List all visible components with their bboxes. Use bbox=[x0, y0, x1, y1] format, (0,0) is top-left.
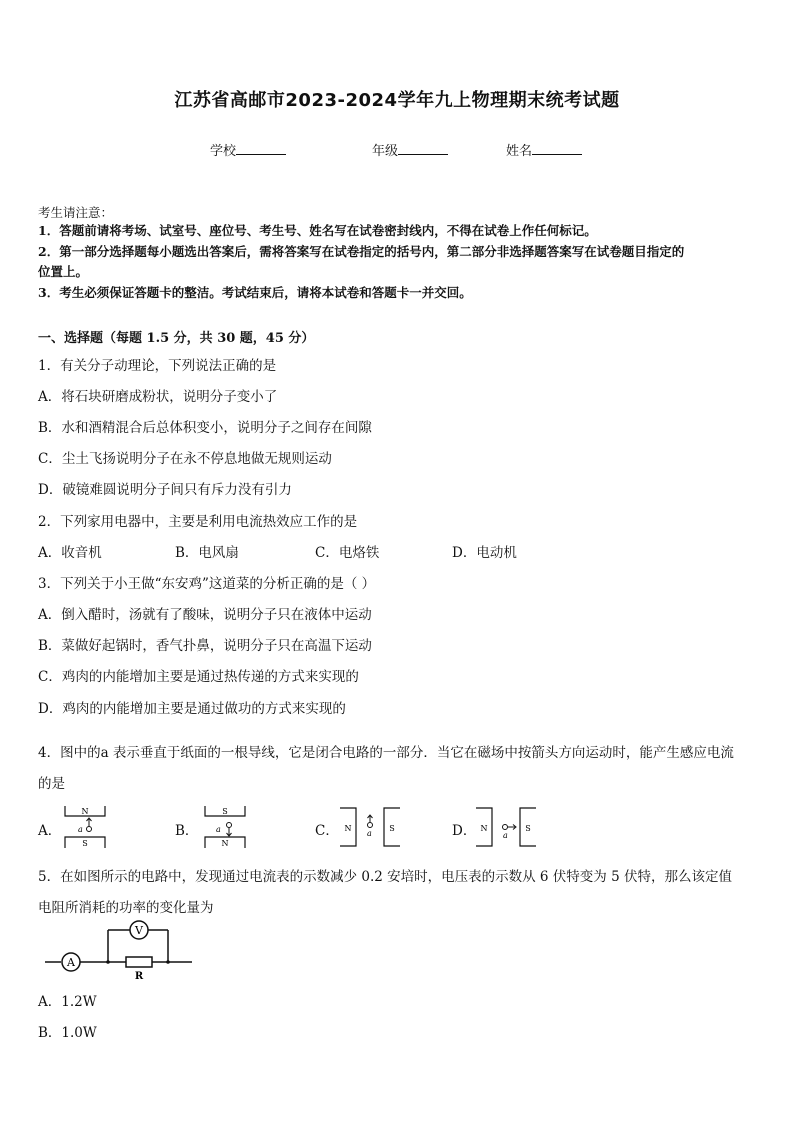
q2-stem: 2．下列家用电器中，主要是利用电流热效应工作的是 bbox=[38, 514, 358, 530]
q1-option-b: B．水和酒精混合后总体积变小，说明分子之间存在间隙 bbox=[38, 420, 372, 436]
q5-stem: 5．在如图所示的电路中，发现通过电流表的示数减少 0.2 安培时，电压表的示数从 6 伏特变为 5 伏特，那么该定值 bbox=[38, 869, 732, 885]
magnet-north-label: N bbox=[344, 824, 352, 833]
magnet-south-label: S bbox=[222, 807, 228, 816]
school-blank bbox=[236, 142, 286, 155]
notice-item-2-cont: 位置上。 bbox=[38, 264, 89, 279]
q2-option-a: A．收音机 bbox=[38, 545, 102, 561]
resistor-symbol bbox=[126, 957, 152, 967]
grade-field bbox=[372, 140, 448, 159]
magnet-south-label: S bbox=[389, 824, 395, 833]
wire-label: a bbox=[367, 829, 372, 838]
notice-item-2: 2．第一部分选择题每小题选出答案后，需将答案写在试卷指定的括号内，第二部分非选择题答案写在试卷题目指定的 bbox=[38, 244, 685, 259]
wire-label: a bbox=[216, 825, 221, 834]
notice-item-3: 3．考生必须保证答题卡的整洁。考试结束后，请将本试卷和答题卡一并交回。 bbox=[38, 285, 472, 300]
q1-option-a: A．将石块研磨成粉状，说明分子变小了 bbox=[38, 389, 278, 405]
resistor-label: R bbox=[134, 971, 144, 980]
q4-diagram-d bbox=[474, 804, 540, 850]
grade-blank bbox=[398, 142, 448, 155]
q4-option-b: B． bbox=[175, 823, 199, 839]
q4-option-d: D． bbox=[452, 823, 477, 839]
q5-circuit-diagram bbox=[42, 918, 198, 980]
page-title: 江苏省高邮市2023-2024学年九上物理期末统考试题 bbox=[174, 90, 620, 111]
wire-label: a bbox=[78, 825, 83, 834]
name-field bbox=[506, 140, 582, 159]
name-label: 姓名 bbox=[506, 144, 533, 159]
q3-option-a: A．倒入醋时，汤就有了酸味，说明分子只在液体中运动 bbox=[38, 607, 372, 623]
grade-label: 年级 bbox=[372, 144, 399, 159]
q1-option-c: C．尘土飞扬说明分子在永不停息地做无规则运动 bbox=[38, 451, 332, 467]
q4-option-c: C． bbox=[315, 823, 339, 839]
q4-diagram-a bbox=[62, 804, 108, 850]
q4-diagram-c bbox=[338, 804, 404, 850]
wire-label: a bbox=[503, 831, 508, 840]
ammeter-label: A bbox=[67, 956, 75, 969]
q5-option-a: A．1.2W bbox=[38, 994, 97, 1010]
q3-stem: 3．下列关于小王做“东安鸡”这道菜的分析正确的是（ ） bbox=[38, 576, 376, 592]
q4-diagram-b bbox=[202, 804, 248, 850]
magnet-north-label: N bbox=[221, 839, 229, 848]
q3-option-d: D．鸡肉的内能增加主要是通过做功的方式来实现的 bbox=[38, 701, 346, 717]
school-label: 学校 bbox=[210, 144, 237, 159]
school-field bbox=[210, 140, 286, 159]
section-heading: 一、选择题（每题 1.5 分，共 30 题，45 分） bbox=[38, 331, 315, 346]
magnet-south-label: S bbox=[525, 824, 531, 833]
q2-option-d: D．电动机 bbox=[452, 545, 517, 561]
q3-option-b: B．菜做好起锅时，香气扑鼻，说明分子只在高温下运动 bbox=[38, 638, 372, 654]
magnet-south-label: S bbox=[82, 839, 88, 848]
name-blank bbox=[532, 142, 582, 155]
q1-stem: 1．有关分子动理论，下列说法正确的是 bbox=[38, 358, 277, 374]
voltmeter-label: V bbox=[135, 924, 143, 937]
q3-option-c: C．鸡肉的内能增加主要是通过热传递的方式来实现的 bbox=[38, 669, 359, 685]
notice-item-1: 1．答题前请将考场、试室号、座位号、考生号、姓名写在试卷密封线内，不得在试卷上作任何标记。 bbox=[38, 223, 597, 238]
q5-option-b: B．1.0W bbox=[38, 1025, 97, 1041]
notice-heading: 考生请注意： bbox=[38, 205, 114, 220]
q5-stem-cont: 电阻所消耗的功率的变化量为 bbox=[38, 900, 214, 916]
q4-stem: 4．图中的a 表示垂直于纸面的一根导线，它是闭合电路的一部分．当它在磁场中按箭头方向运动时，能产生感应电流 bbox=[38, 745, 734, 761]
q2-option-b: B．电风扇 bbox=[175, 545, 239, 561]
magnet-north-label: N bbox=[81, 807, 89, 816]
q4-stem-cont: 的是 bbox=[38, 776, 65, 792]
q2-option-c: C．电烙铁 bbox=[315, 545, 380, 561]
q1-option-d: D．破镜难圆说明分子间只有斥力没有引力 bbox=[38, 482, 292, 498]
magnet-north-label: N bbox=[480, 824, 488, 833]
q4-option-a: A． bbox=[38, 823, 62, 839]
